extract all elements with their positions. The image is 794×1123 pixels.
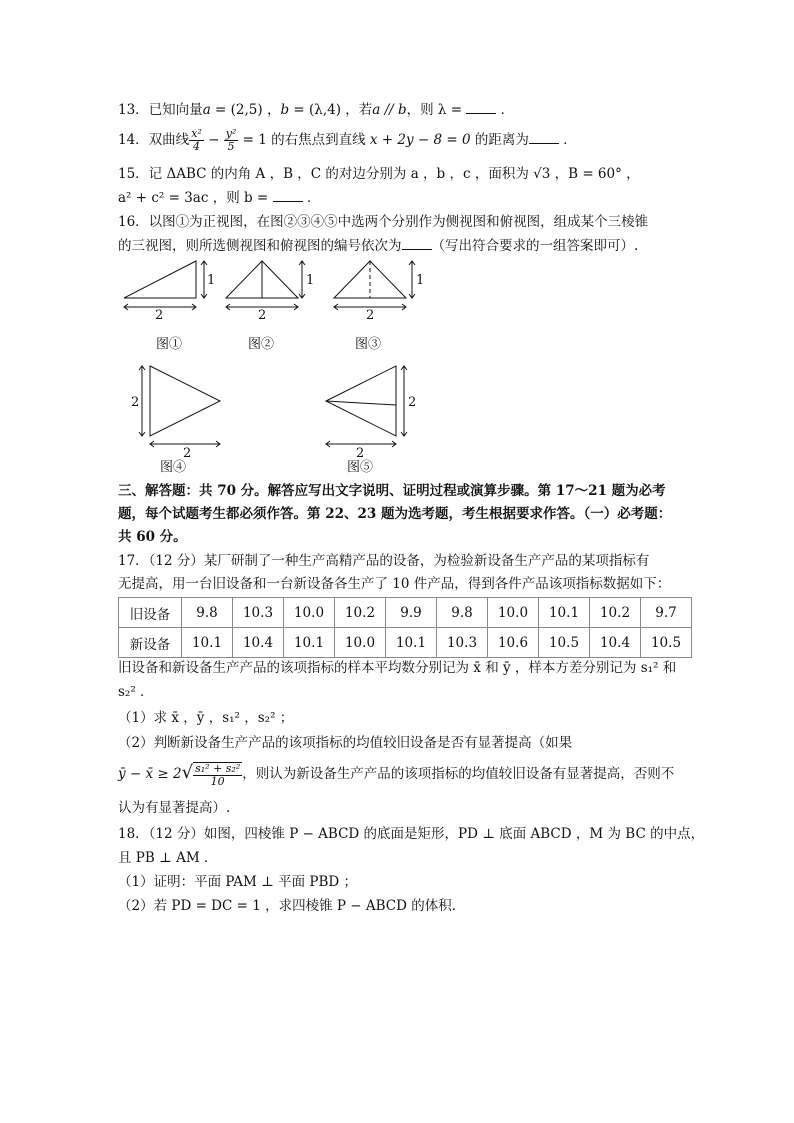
q14-fraction-x [189, 128, 204, 153]
table-cell: 10.5 [641, 628, 692, 658]
q18-part1: （1）证明：平面 PAM ⊥ 平面 PBD ； [118, 874, 357, 890]
fig5-base-label: 2 [356, 446, 365, 461]
fig1-height-label: 1 [207, 273, 216, 288]
fig2-height-label: 1 [306, 273, 315, 288]
q17-data-table [118, 597, 692, 658]
figure-1 [124, 261, 207, 310]
q17-formula-num: s₁² + s₂² [195, 761, 241, 775]
q17-formula-fraction [193, 762, 242, 788]
q16-end: （写出符合要求的一组答案即可）. [431, 238, 639, 254]
q17-part2-line1: （2）判断新设备生产产品的该项指标的均值较旧设备是否有显著提高（如果 [118, 735, 573, 751]
q15-answer-blank[interactable] [273, 189, 303, 202]
q13-end: ． [496, 102, 515, 118]
row-label: 旧设备 [119, 598, 182, 628]
fig2-caption: 图② [248, 337, 275, 352]
question-14 [118, 128, 577, 153]
q16-line2 [118, 236, 638, 256]
table-cell: 10.1 [539, 598, 590, 628]
q16-answer-blank[interactable] [402, 237, 432, 250]
section3-line3: 共 60 分。 [118, 529, 187, 545]
q14-text-c: 的距离为 [470, 132, 529, 148]
fig3-base-label: 2 [366, 308, 375, 323]
q17-line2: 无提高，用一台旧设备和一台新设备各生产了 10 件产品，得到各件产品该项指标数据如下： [118, 576, 671, 592]
table-row [119, 598, 692, 628]
table-cell: 9.9 [386, 598, 437, 628]
q18-line1: 18．（12 分）如图，四棱锥 P − ABCD 的底面是矩形，PD ⊥ 底面 ABCD ，M 为 BC 的中点， [118, 826, 705, 842]
q17-line3: 旧设备和新设备生产产品的该项指标的样本平均数分别记为 x̄ 和 ȳ ，样本方差分别记为 s₁² 和 [118, 660, 677, 676]
q18-part2: （2）若 PD = DC = 1 ，求四棱锥 P − ABCD 的体积． [118, 898, 466, 914]
q14-text-b: = 1 的右焦点到直线 [238, 132, 370, 148]
three-view-figures [0, 255, 794, 475]
figure-2 [226, 261, 305, 310]
table-cell: 10.1 [386, 628, 437, 658]
q17-part2-line3: 认为有显著提高）. [118, 800, 231, 816]
q13-answer-blank[interactable] [466, 101, 496, 114]
fig4-caption: 图④ [160, 460, 187, 475]
table-cell: 9.8 [437, 598, 488, 628]
q14-line-equation: x + 2y − 8 = 0 [369, 132, 471, 148]
q15-line2 [118, 188, 320, 208]
q15-line1: 15．记 ΔABC 的内角 A ，B ，C 的对边分别为 a ，b ，c ，面积为 √3 ，B = 60° ， [118, 166, 640, 182]
q16-line1: 16．以图①为正视图，在图②③④⑤中选两个分别作为侧视图和俯视图，组成某个三棱锥 [118, 214, 649, 230]
fig5-caption: 图⑤ [347, 460, 374, 475]
q13-vector-a-value: = (2,5) ， [210, 102, 281, 118]
q18-line2: 且 PB ⊥ AM ． [118, 850, 218, 866]
q17-part2-line2 [118, 760, 674, 788]
q14-text: 双曲线 [148, 132, 190, 148]
q17-line1: 17．（12 分）某厂研制了一种生产高精产品的设备，为检验新设备生产产品的某项指标有 [118, 553, 650, 569]
section3-line1: 三、解答题：共 70 分。解答应写出文字说明、证明过程或演算步骤。第 17～21 题为必考 [118, 483, 666, 499]
q13-text: 已知向量 [148, 102, 203, 118]
table-cell: 10.0 [335, 628, 386, 658]
table-cell: 9.8 [182, 598, 233, 628]
fig4-base-label: 2 [183, 446, 192, 461]
q14-frac1-den: 4 [193, 140, 200, 153]
q14-frac2-den: 5 [227, 140, 235, 153]
fig5-height-label: 2 [408, 395, 417, 410]
fig1-caption: 图① [156, 337, 183, 352]
table-cell: 10.0 [488, 598, 539, 628]
q14-number: 14． [118, 132, 149, 148]
figure-5 [326, 366, 407, 447]
table-cell: 9.7 [641, 598, 692, 628]
q13-number: 13． [118, 102, 149, 118]
q13-vector-b: b [280, 102, 290, 118]
table-cell: 10.1 [284, 628, 335, 658]
q17-formula-den: 10 [210, 774, 225, 788]
question-13 [118, 100, 514, 120]
q17-part1: （1）求 x̄ ，ȳ ，s₁² ，s₂² ； [118, 710, 294, 726]
sqrt-sign: √ [181, 762, 194, 783]
q13-condition: a // b [372, 102, 407, 118]
fig2-base-label: 2 [258, 308, 267, 323]
figure-4 [139, 366, 220, 447]
table-cell: 10.6 [488, 628, 539, 658]
fig1-base-label: 2 [155, 308, 164, 323]
q17-formula-lhs: ȳ − x̄ ≥ 2 [118, 766, 182, 782]
table-cell: 10.2 [590, 598, 641, 628]
q13-vector-a: a [202, 102, 211, 118]
table-cell: 10.0 [284, 598, 335, 628]
q13-tail: ，则 λ = [406, 102, 467, 118]
fig4-height-label: 2 [131, 395, 140, 410]
q15-end: ． [302, 190, 321, 206]
q14-minus: − [203, 132, 224, 148]
table-row [119, 628, 692, 658]
q16-line2-text: 的三视图，则所选侧视图和俯视图的编号依次为 [118, 238, 402, 254]
q14-end: ． [558, 132, 577, 148]
q17-line4: s₂² ． [118, 684, 154, 700]
table-cell: 10.3 [437, 628, 488, 658]
fig3-height-label: 1 [416, 273, 425, 288]
q15-line2-text: a² + c² = 3ac ，则 b = [118, 190, 273, 206]
section3-line2: 题，每个试题考生都必须作答。第 22、23 题为选考题，考生根据要求作答。（一）必考题： [118, 506, 672, 522]
table-cell: 10.4 [233, 628, 284, 658]
q14-answer-blank[interactable] [529, 131, 559, 144]
table-cell: 10.4 [590, 628, 641, 658]
table-cell: 10.3 [233, 598, 284, 628]
fig3-caption: 图③ [355, 337, 382, 352]
table-cell: 10.5 [539, 628, 590, 658]
table-cell: 10.2 [335, 598, 386, 628]
row-label: 新设备 [119, 628, 182, 658]
q14-fraction-y [224, 128, 239, 153]
q17-part2-tail: ，则认为新设备生产产品的该项指标的均值较旧设备有显著提高，否则不 [242, 766, 675, 782]
q14-frac1-num: x² [191, 127, 202, 140]
table-cell: 10.1 [182, 628, 233, 658]
figure-3 [334, 261, 415, 310]
q14-frac2-num: y² [225, 127, 237, 140]
q13-vector-b-value: = (λ,4) ，若 [289, 102, 373, 118]
